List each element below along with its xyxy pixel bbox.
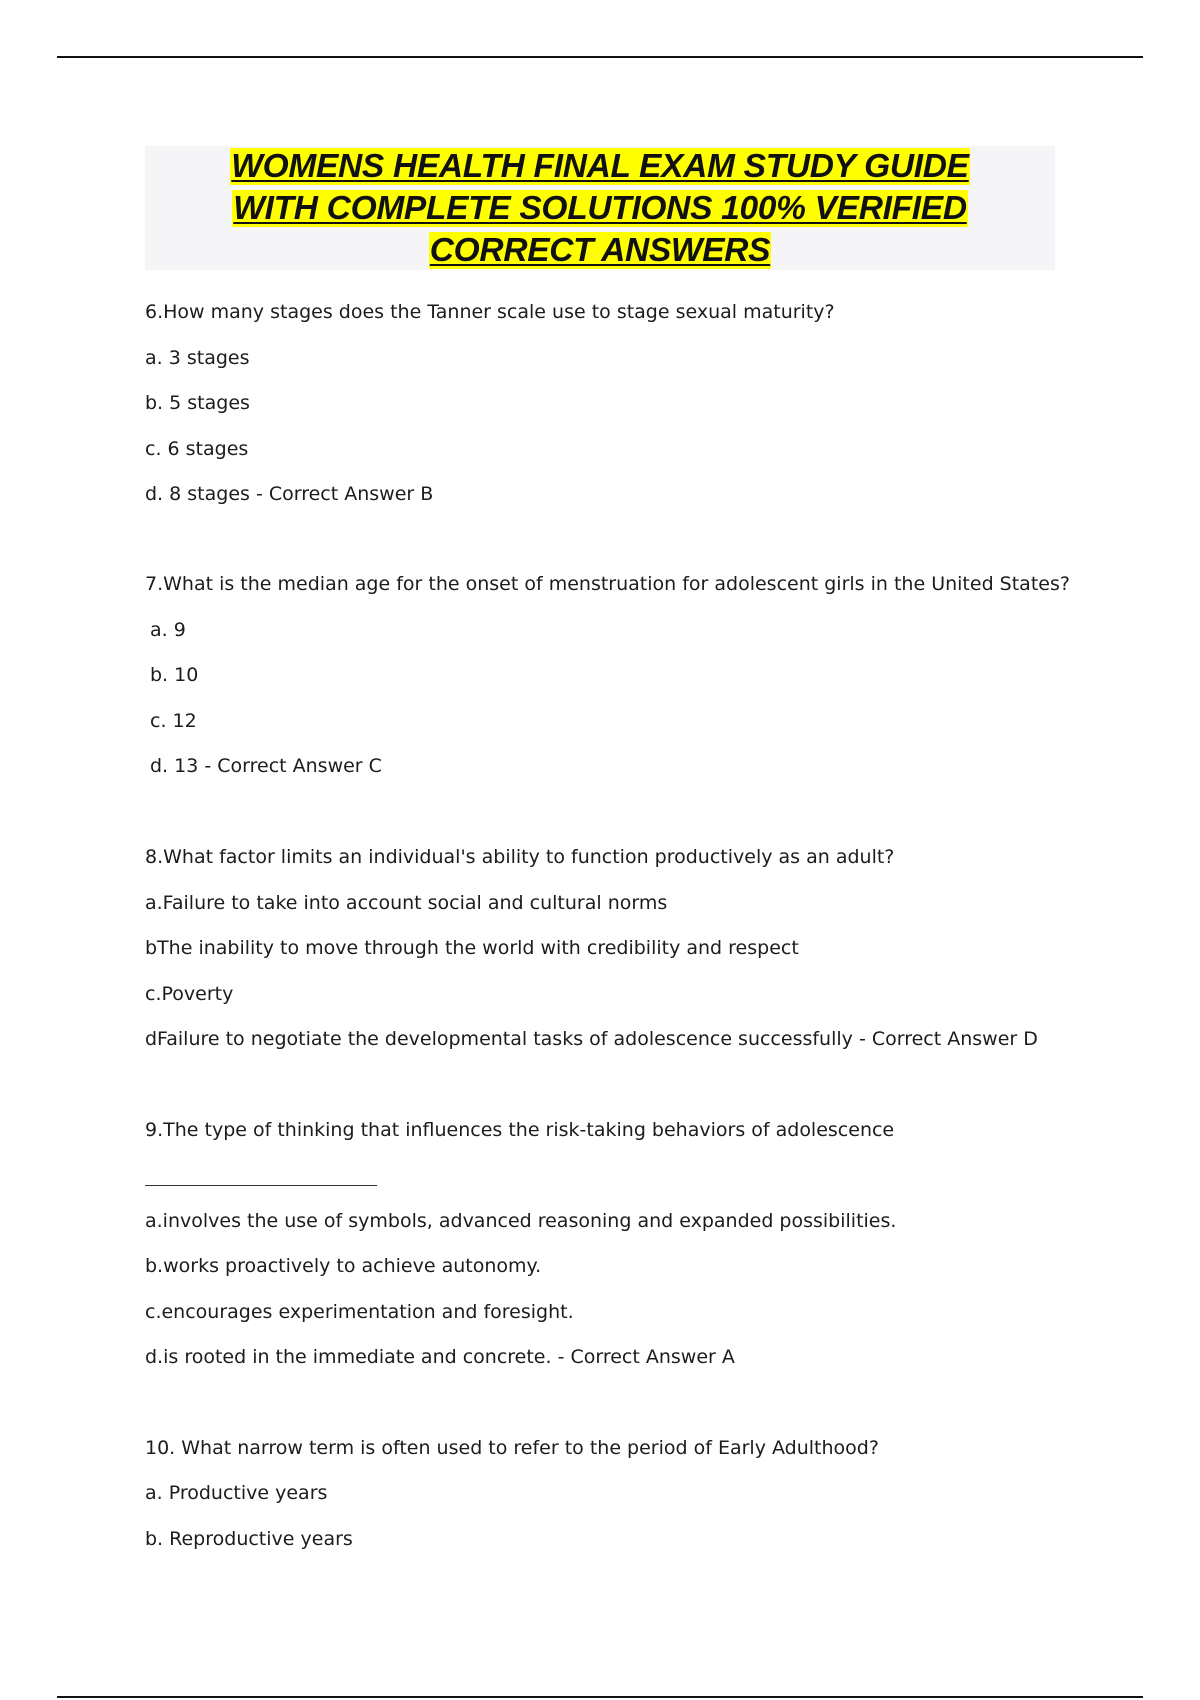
title-line-1: WOMENS HEALTH FINAL EXAM STUDY GUIDE [231,148,969,185]
question-9-option-d: d.is rooted in the immediate and concrete. - Correct Answer A [145,1346,735,1368]
title-line-3: CORRECT ANSWERS [429,232,771,269]
question-10-option-a: a. Productive years [145,1482,328,1504]
question-9-text: 9.The type of thinking that influences the risk-taking behaviors of adolescence [145,1119,895,1141]
top-divider [57,56,1143,58]
question-8-text: 8.What factor limits an individual's ability to function productively as an adult? [145,846,895,868]
bottom-divider [57,1696,1143,1698]
question-8-option-c: c.Poverty [145,983,234,1005]
title-line-2: WITH COMPLETE SOLUTIONS 100% VERIFIED [233,190,967,227]
question-7-text: 7.What is the median age for the onset of menstruation for adolescent girls in the United States? [145,573,1070,595]
question-10-option-b: b. Reproductive years [145,1528,353,1550]
question-8-option-b: bThe inability to move through the world with credibility and respect [145,937,799,959]
question-7-option-b: b. 10 [150,664,199,686]
question-6-option-d: d. 8 stages - Correct Answer B [145,483,434,505]
question-9-option-a: a.involves the use of symbols, advanced reasoning and expanded possibilities. [145,1210,897,1232]
question-8-option-a: a.Failure to take into account social and cultural norms [145,892,668,914]
question-9-blank [145,1185,377,1186]
question-6-option-b: b. 5 stages [145,392,250,414]
document-title [145,146,1055,270]
question-6-option-c: c. 6 stages [145,438,249,460]
question-7-option-a: a. 9 [150,619,186,641]
question-6-option-a: a. 3 stages [145,347,250,369]
question-10-text: 10. What narrow term is often used to refer to the period of Early Adulthood? [145,1437,879,1459]
question-8-option-d: dFailure to negotiate the developmental tasks of adolescence successfully - Correct Answer D [145,1028,1038,1050]
question-6-text: 6.How many stages does the Tanner scale use to stage sexual maturity? [145,301,835,323]
question-7-option-d: d. 13 - Correct Answer C [150,755,382,777]
question-9-option-b: b.works proactively to achieve autonomy. [145,1255,542,1277]
question-7-option-c: c. 12 [150,710,197,732]
question-9-option-c: c.encourages experimentation and foresight. [145,1301,574,1323]
